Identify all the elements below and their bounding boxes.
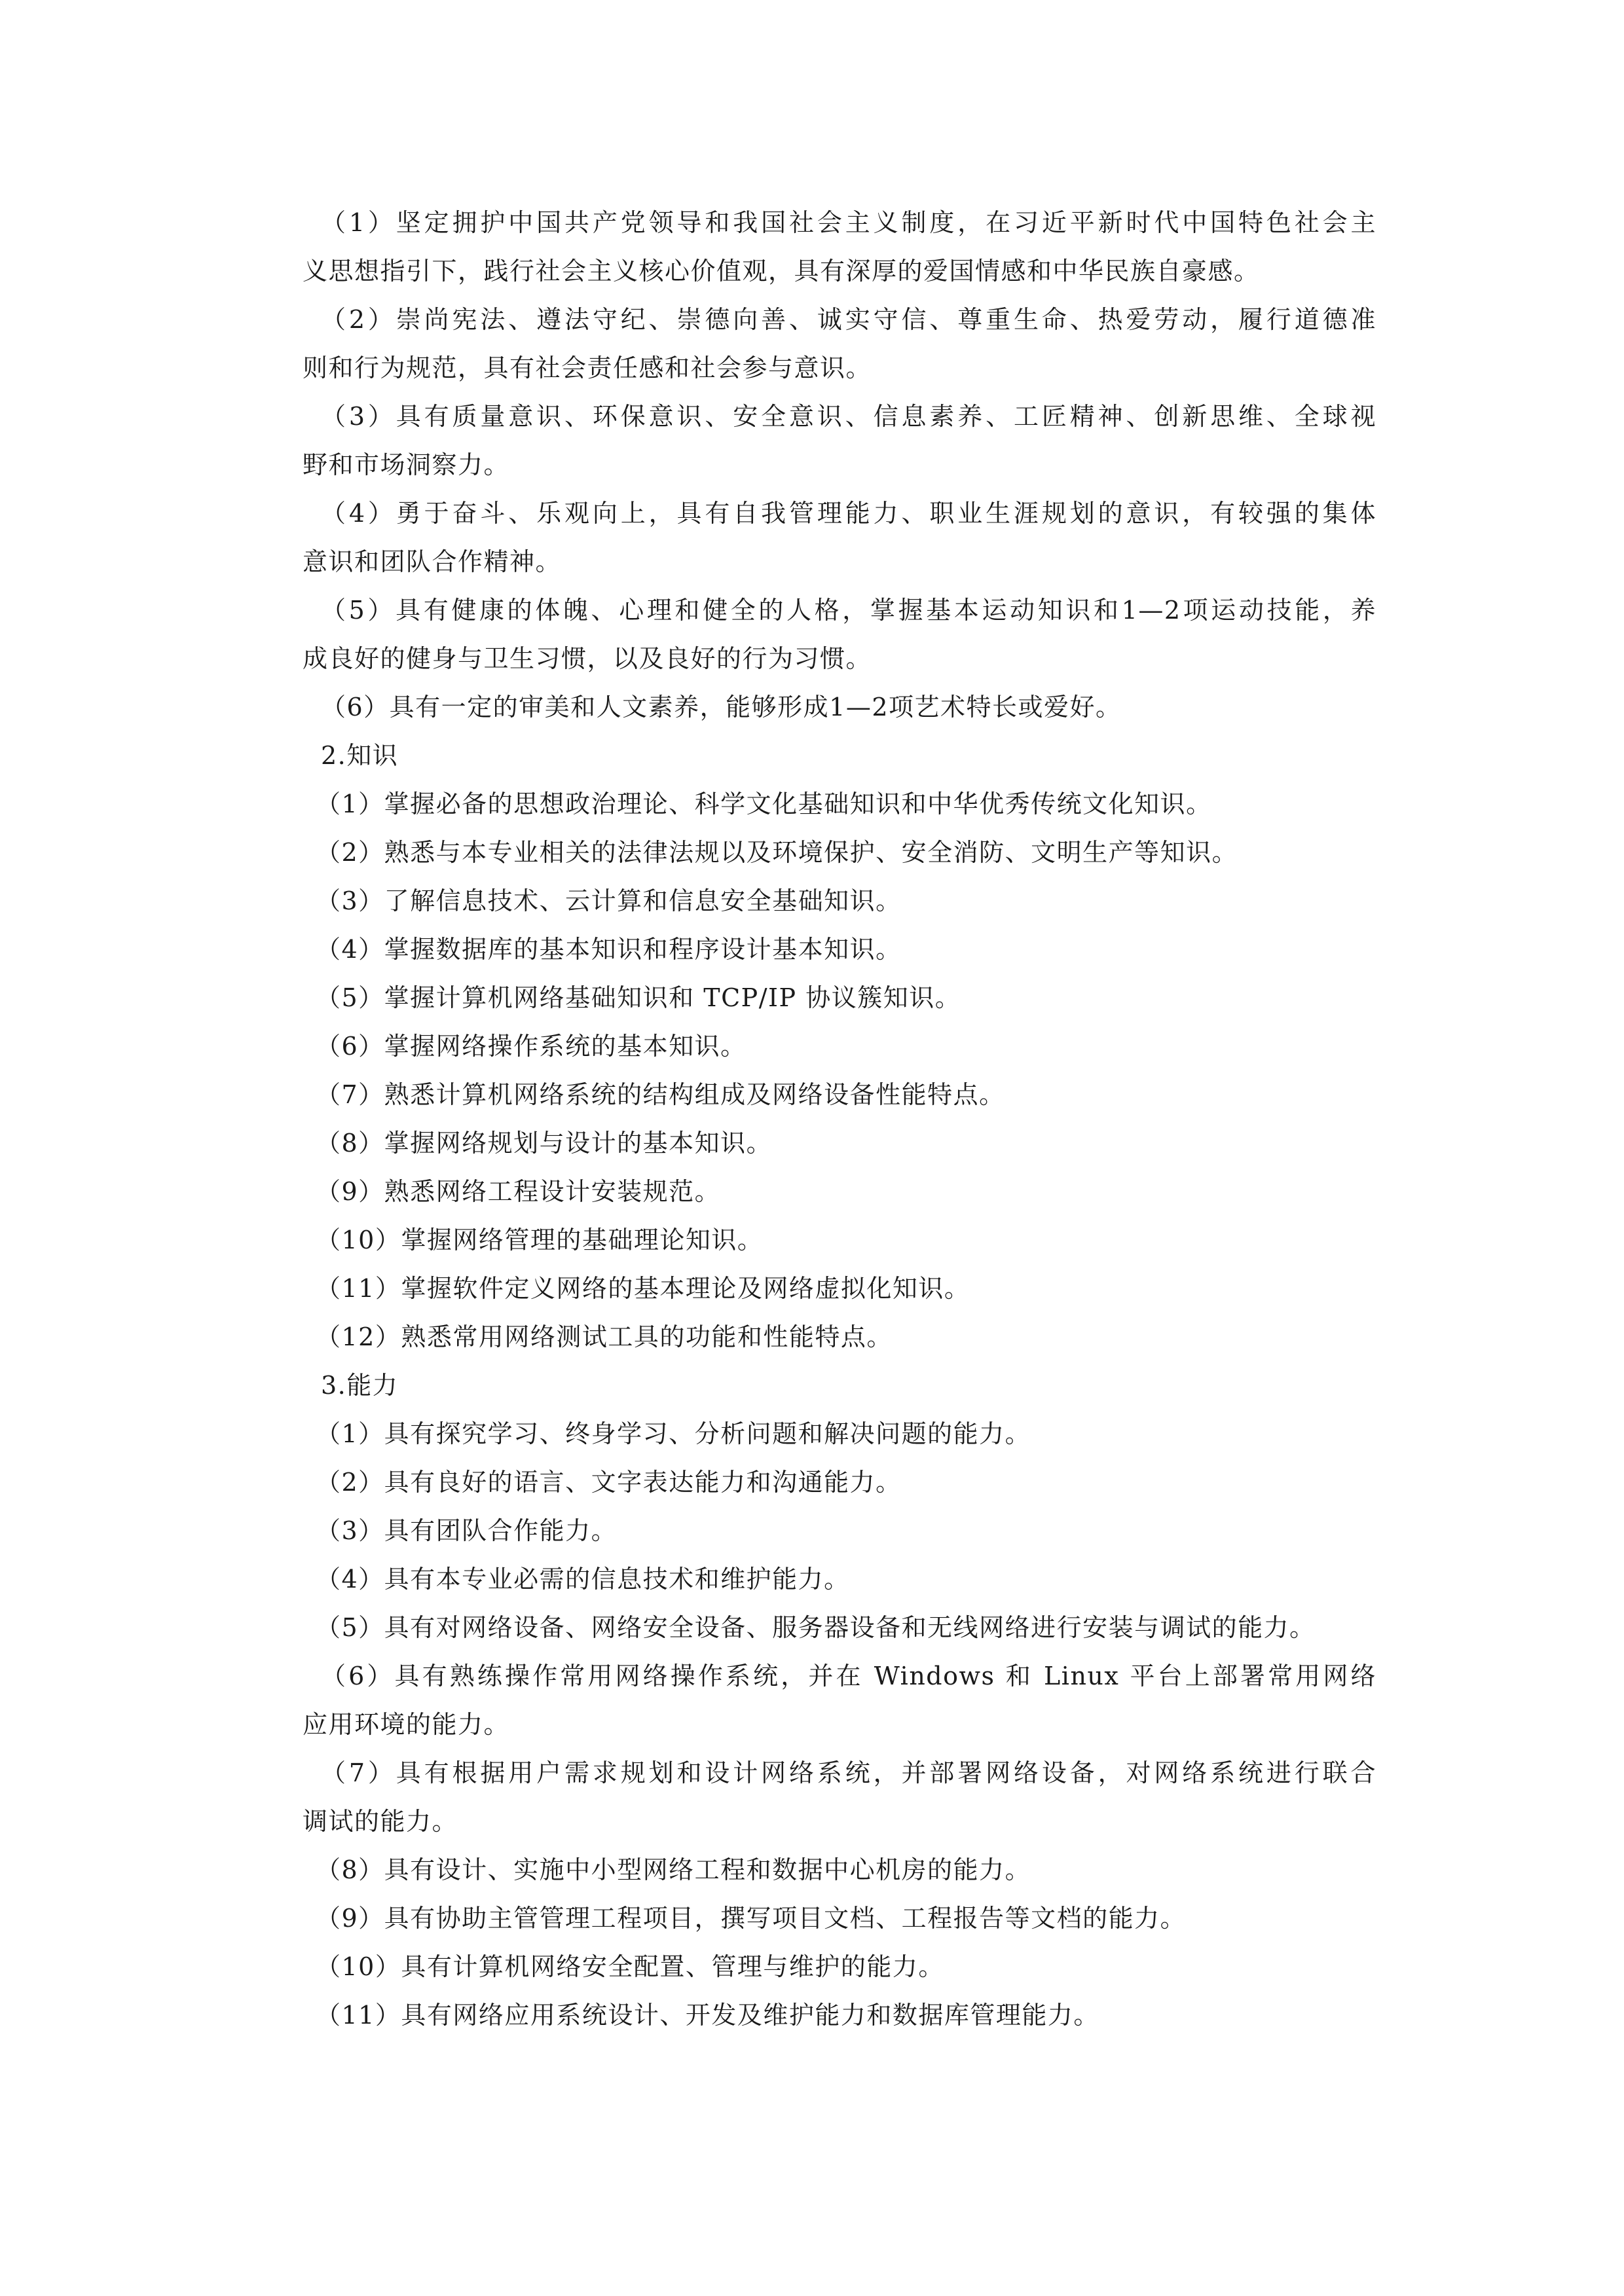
list-item xyxy=(303,828,1376,877)
list-item xyxy=(303,392,1376,489)
list-item-line: （4）掌握数据库的基本知识和程序设计基本知识。 xyxy=(316,935,902,964)
list-item-line: （3）了解信息技术、云计算和信息安全基础知识。 xyxy=(316,886,902,915)
list-item-line: （8）掌握网络规划与设计的基本知识。 xyxy=(316,1129,773,1157)
list-item-line: （2）具有良好的语言、文字表达能力和沟通能力。 xyxy=(316,1468,902,1497)
list-item xyxy=(303,1652,1376,1749)
list-item-line: （7）具有根据用户需求规划和设计网络系统，并部署网络设备，对网络系统进行联合 xyxy=(321,1758,1376,1787)
document-body xyxy=(303,198,1376,2039)
list-item-line: 则和行为规范，具有社会责任感和社会参与意识。 xyxy=(303,354,872,382)
list-item-line: （11）具有网络应用系统设计、开发及维护能力和数据库管理能力。 xyxy=(316,2001,1099,2030)
list-item xyxy=(303,683,1376,731)
list-item xyxy=(303,1313,1376,1361)
list-item-line: （1）掌握必备的思想政治理论、科学文化基础知识和中华优秀传统文化知识。 xyxy=(316,790,1212,818)
list-item-line: 调试的能力。 xyxy=(303,1807,458,1836)
list-item-line: （4）具有本专业必需的信息技术和维护能力。 xyxy=(316,1565,850,1594)
list-item-line: （2）熟悉与本专业相关的法律法规以及环境保护、安全消防、文明生产等知识。 xyxy=(316,838,1238,867)
list-item-line: （6）具有熟练操作常用网络操作系统，并在 Windows 和 Linux 平台上部署常用网络 xyxy=(321,1662,1376,1690)
list-item xyxy=(303,1022,1376,1070)
list-item xyxy=(303,1603,1376,1652)
list-item-line: （5）掌握计算机网络基础知识和 TCP/IP 协议簇知识。 xyxy=(316,983,961,1012)
list-item-line: 义思想指引下，践行社会主义核心价值观，具有深厚的爱国情感和中华民族自豪感。 xyxy=(303,257,1260,285)
list-item-line: 应用环境的能力。 xyxy=(303,1710,510,1739)
list-item xyxy=(303,586,1376,683)
list-item xyxy=(303,1264,1376,1313)
list-item xyxy=(303,877,1376,925)
list-item xyxy=(303,1991,1376,2039)
list-item-line: （3）具有团队合作能力。 xyxy=(316,1516,618,1545)
list-item-line: （5）具有对网络设备、网络安全设备、服务器设备和无线网络进行安装与调试的能力。 xyxy=(316,1613,1316,1642)
list-item xyxy=(303,198,1376,295)
list-item-line: （7）熟悉计算机网络系统的结构组成及网络设备性能特点。 xyxy=(316,1080,1005,1109)
list-item xyxy=(303,1167,1376,1216)
list-item xyxy=(303,295,1376,392)
list-item-line: （5）具有健康的体魄、心理和健全的人格，掌握基本运动知识和1—2项运动技能，养 xyxy=(321,596,1376,625)
section-heading: 2.知识 xyxy=(321,741,399,770)
list-item xyxy=(303,1506,1376,1555)
list-item xyxy=(303,1942,1376,1991)
list-item-line: （9）熟悉网络工程设计安装规范。 xyxy=(316,1177,721,1206)
list-item-line: （6）掌握网络操作系统的基本知识。 xyxy=(316,1032,747,1061)
list-item xyxy=(303,1070,1376,1119)
list-item-line: （1）具有探究学习、终身学习、分析问题和解决问题的能力。 xyxy=(316,1419,1031,1448)
list-item-line: （4）勇于奋斗、乐观向上，具有自我管理能力、职业生涯规划的意识，有较强的集体 xyxy=(321,499,1376,528)
list-item xyxy=(303,1119,1376,1167)
list-item-line: （2）崇尚宪法、遵法守纪、崇德向善、诚实守信、尊重生命、热爱劳动，履行道德准 xyxy=(321,305,1376,334)
list-item xyxy=(303,489,1376,586)
list-item xyxy=(303,1410,1376,1458)
list-item xyxy=(303,1555,1376,1603)
list-item xyxy=(303,974,1376,1022)
list-item-line: （10）掌握网络管理的基础理论知识。 xyxy=(316,1226,764,1254)
list-item-line: （10）具有计算机网络安全配置、管理与维护的能力。 xyxy=(316,1952,944,1981)
list-item-line: （9）具有协助主管管理工程项目，撰写项目文档、工程报告等文档的能力。 xyxy=(316,1904,1187,1933)
section-heading: 3.能力 xyxy=(321,1371,399,1400)
list-item-line: （6）具有一定的审美和人文素养，能够形成1—2项艺术特长或爱好。 xyxy=(321,693,1122,721)
list-item-line: 意识和团队合作精神。 xyxy=(303,547,562,576)
list-item xyxy=(303,1846,1376,1894)
list-item-line: （12）熟悉常用网络测试工具的功能和性能特点。 xyxy=(316,1322,893,1351)
list-item-line: （11）掌握软件定义网络的基本理论及网络虚拟化知识。 xyxy=(316,1274,970,1303)
list-item-line: （8）具有设计、实施中小型网络工程和数据中心机房的能力。 xyxy=(316,1855,1031,1884)
list-item xyxy=(303,1216,1376,1264)
list-item xyxy=(303,1894,1376,1942)
list-item xyxy=(303,780,1376,828)
list-item-line: （3）具有质量意识、环保意识、安全意识、信息素养、工匠精神、创新思维、全球视 xyxy=(321,402,1376,431)
list-item-line: 野和市场洞察力。 xyxy=(303,450,510,479)
list-item-line: 成良好的健身与卫生习惯，以及良好的行为习惯。 xyxy=(303,644,872,673)
list-item xyxy=(303,925,1376,974)
list-item xyxy=(303,1749,1376,1846)
list-item-line: （1）坚定拥护中国共产党领导和我国社会主义制度，在习近平新时代中国特色社会主 xyxy=(321,208,1376,237)
list-item xyxy=(303,1458,1376,1506)
